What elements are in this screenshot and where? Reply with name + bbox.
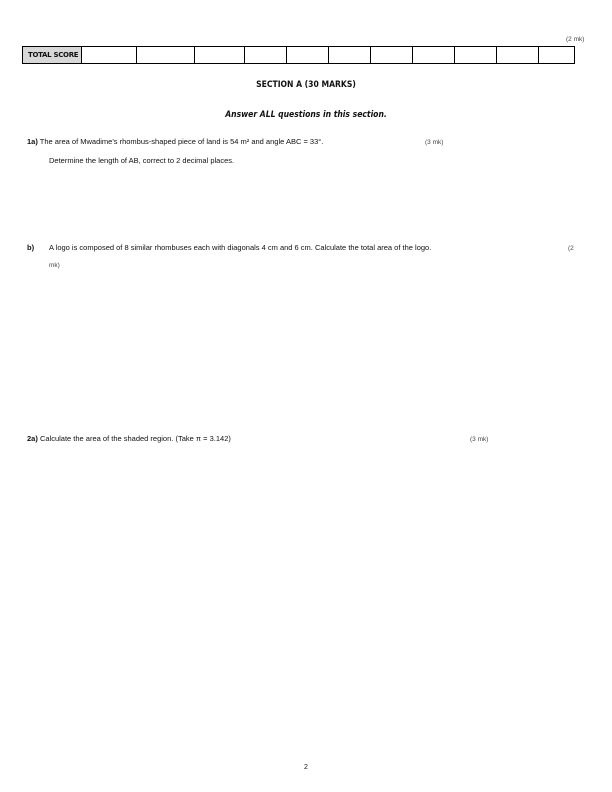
section-title: SECTION A (30 MARKS) [256,80,356,90]
question-1b-marks-end: mk) [49,262,60,269]
score-cell [137,47,195,64]
question-1a-marks: (3 mk) [425,139,444,146]
score-cell [539,47,575,64]
score-cell [371,47,413,64]
question-1b-marks-start: (2 [568,245,574,252]
score-row [23,47,575,64]
score-cell [195,47,245,64]
total-score-label: TOTAL SCORE [23,47,82,64]
question-1b-number: b) [27,243,35,252]
score-cell [329,47,371,64]
score-cell [497,47,539,64]
question-1a [27,137,323,147]
question-2a-marks: (3 mk) [470,436,489,443]
score-cell [455,47,497,64]
question-2a [27,434,231,444]
question-text: The area of Mwadime's rhombus-shaped piece of land is 54 m² and angle ABC = 33°. [39,137,324,146]
score-cell [413,47,455,64]
question-number: 1a) [27,137,38,146]
total-score-table [22,46,575,64]
score-cell [82,47,137,64]
page-number: 2 [304,764,308,771]
question-number: 2a) [27,434,38,443]
score-cell [287,47,329,64]
top-marks-label: (2 mk) [566,36,585,43]
score-cell [245,47,287,64]
question-1b-text: A logo is composed of 8 similar rhombuses each with diagonals 4 cm and 6 cm. Calculate the total area of the logo. [49,243,432,252]
section-instruction: Answer ALL questions in this section. [225,110,387,120]
question-text: Calculate the area of the shaded region. (Take π = 3.142) [39,434,231,443]
question-1a-line2: Determine the length of AB, correct to 2 decimal places. [49,156,235,165]
